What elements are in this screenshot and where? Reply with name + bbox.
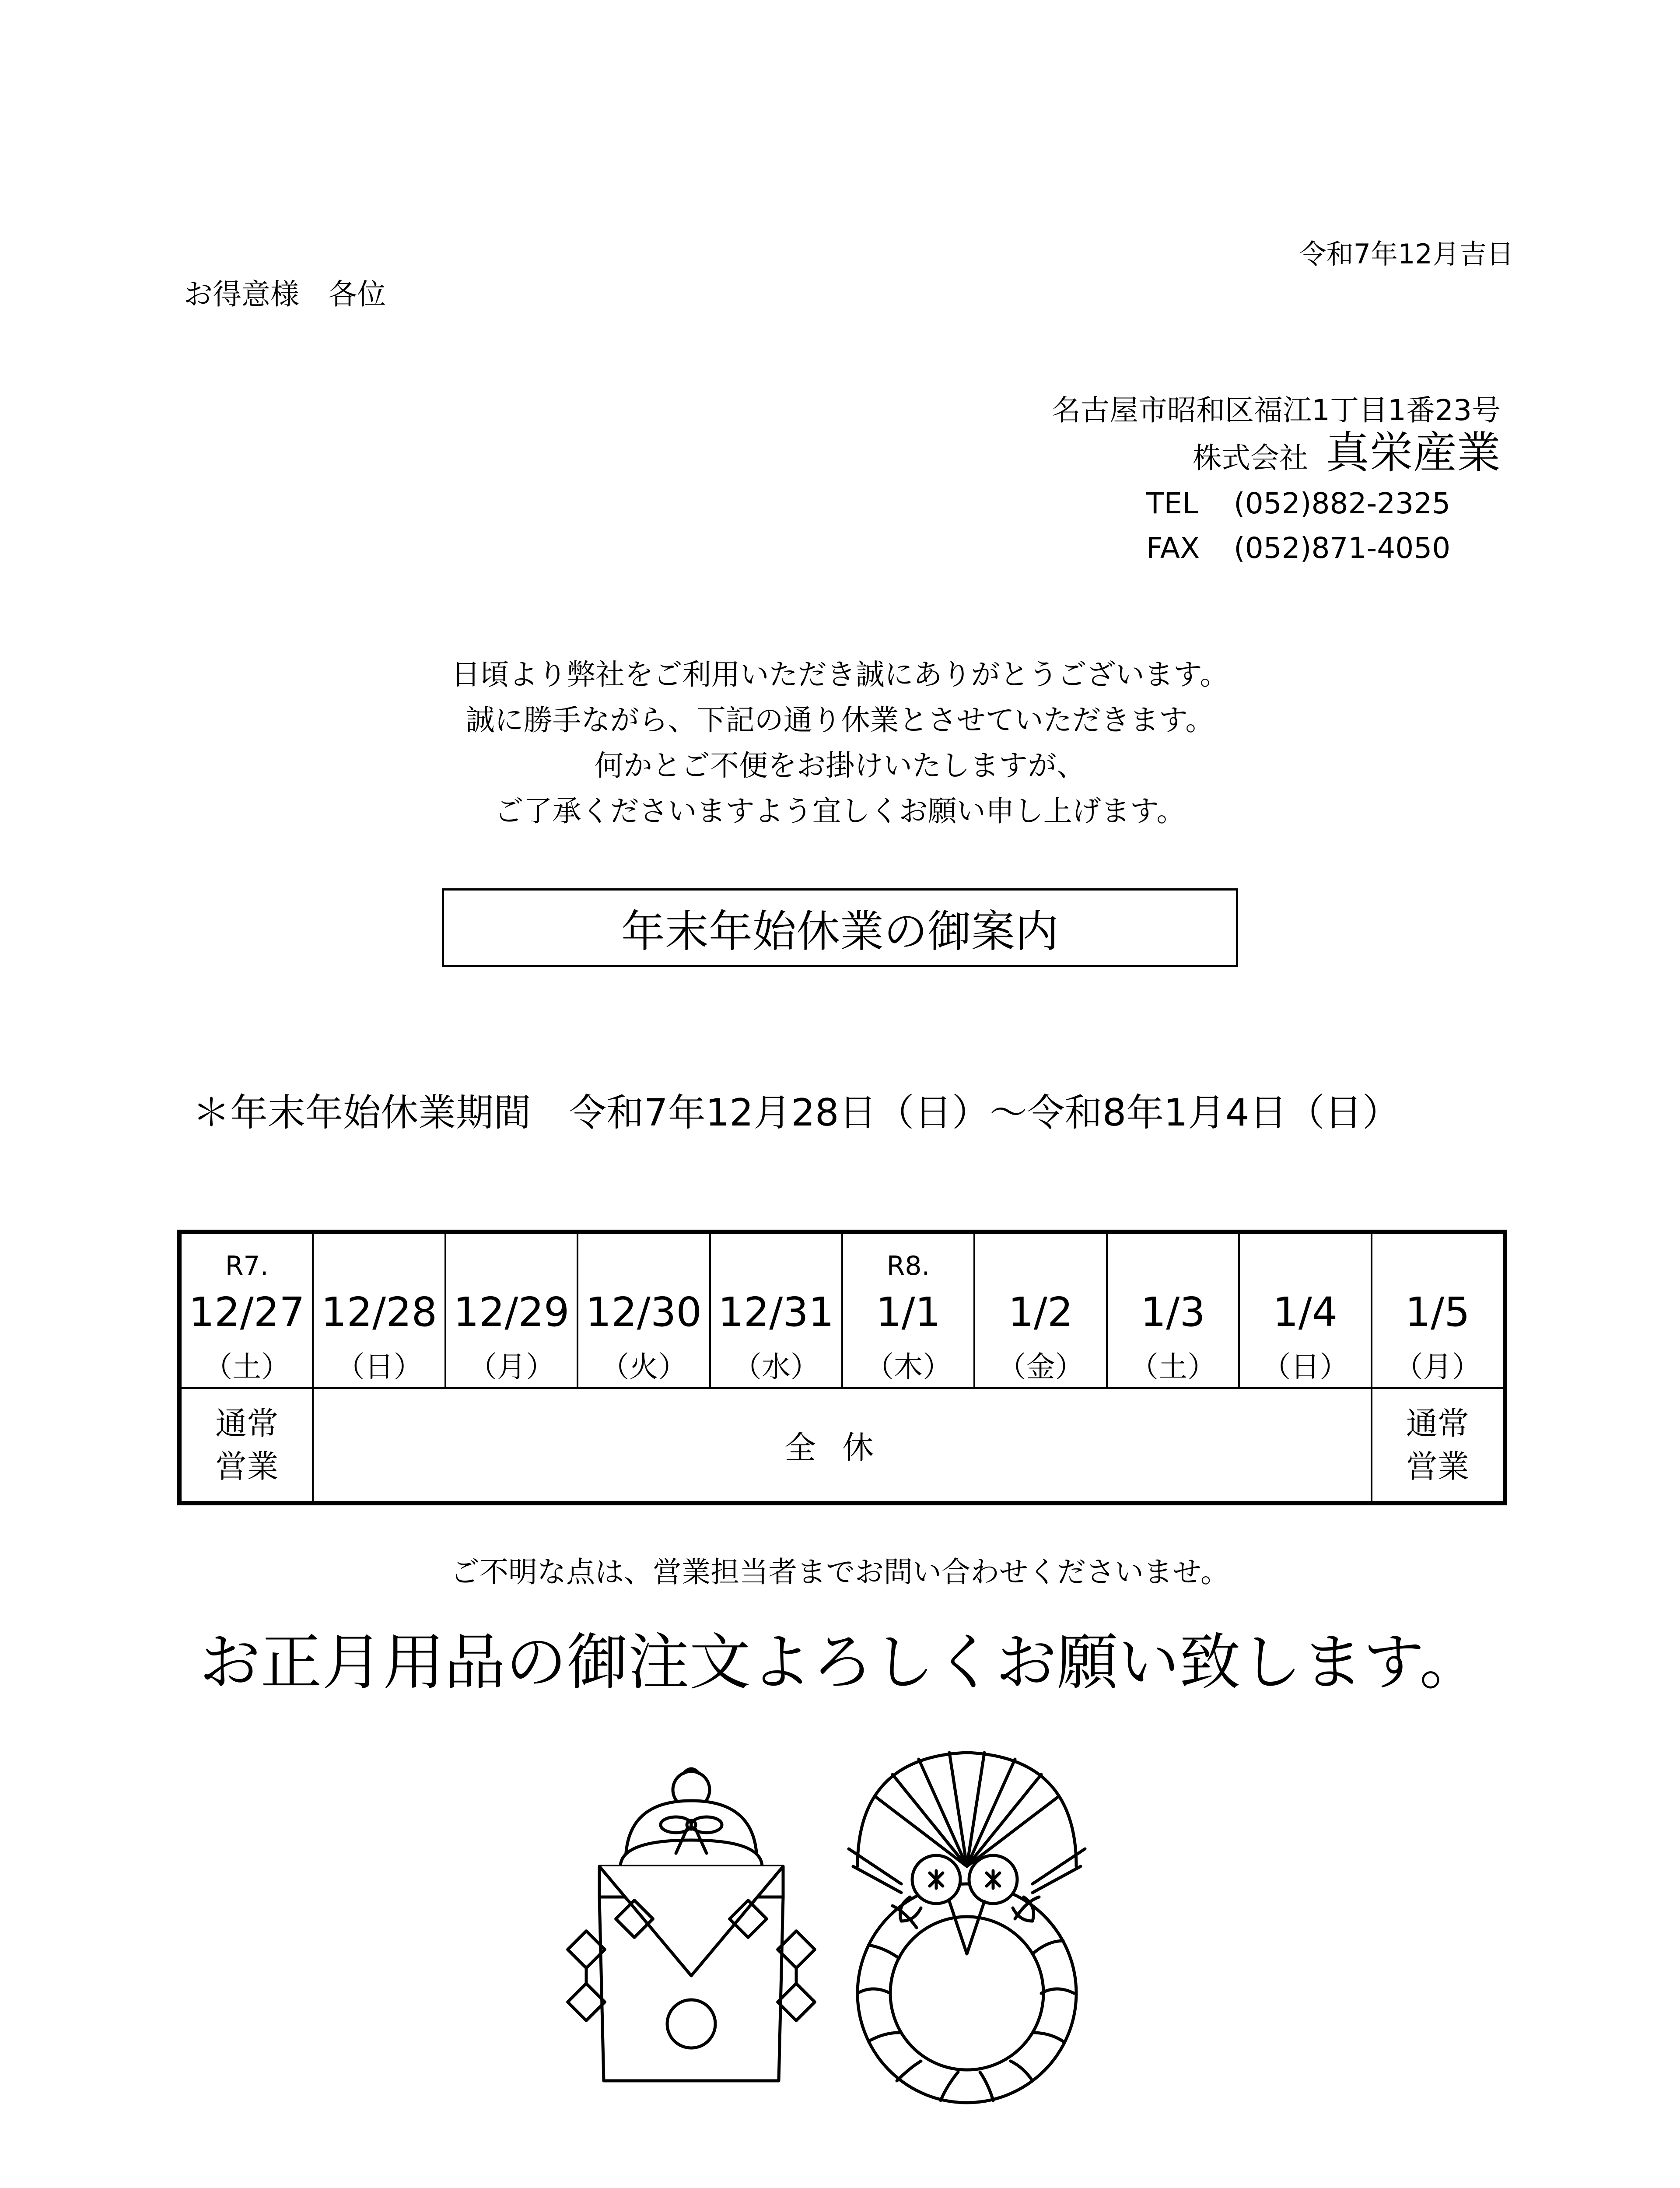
day-cell	[313, 1233, 445, 1388]
status-open-end	[1372, 1388, 1504, 1502]
day-cell	[445, 1233, 578, 1388]
date-label: 12/29	[453, 1289, 570, 1336]
contact-note: ご不明な点は、営業担当者までお問い合わせくださいませ。	[450, 1555, 1230, 1589]
date-label: 12/30	[585, 1289, 702, 1336]
weekday-label: （月）	[1394, 1350, 1481, 1384]
body-line: 何かとご不便をお掛けいたしますが、	[595, 749, 1085, 782]
weekday-label: （日）	[1262, 1350, 1349, 1384]
day-cell	[710, 1233, 842, 1388]
date-label: 12/31	[718, 1289, 834, 1336]
notice-title: 年末年始休業の御案内	[442, 888, 1238, 967]
order-request: お正月用品の御注文よろしくお願い致します。	[199, 1627, 1481, 1698]
body-line: 誠に勝手ながら、下記の通り休業とさせていただきます。	[466, 703, 1214, 737]
body-line: ご了承くださいますよう宜しくお願い申し上げます。	[494, 794, 1186, 828]
new-year-illustration	[542, 1709, 1138, 2125]
sender-fax	[1146, 531, 1451, 565]
weekday-label: （金）	[997, 1350, 1084, 1384]
day-cell	[1107, 1233, 1239, 1388]
fax-number: (052)871-4050	[1234, 531, 1451, 565]
body-line: 日頃より弊社をご利用いただき誠にありがとうございます。	[451, 658, 1229, 691]
day-cell	[842, 1233, 974, 1388]
day-cell	[181, 1233, 313, 1388]
date-label: 12/27	[189, 1289, 305, 1336]
weekday-label: （水）	[732, 1350, 819, 1384]
dates-row	[181, 1233, 1504, 1388]
date-label: 1/3	[1140, 1289, 1205, 1336]
date-label: 1/4	[1273, 1289, 1338, 1336]
schedule-table	[177, 1230, 1507, 1505]
open-label-line2: 営業	[215, 1448, 279, 1485]
weekday-label: （火）	[600, 1350, 687, 1384]
fax-label: FAX	[1146, 531, 1200, 565]
company-prefix: 株式会社	[1193, 441, 1308, 475]
weekday-label: （土）	[203, 1350, 290, 1384]
closure-period: ＊年末年始休業期間 令和7年12月28日（日）～令和8年1月4日（日）	[192, 1091, 1400, 1135]
document-date: 令和7年12月吉日	[1299, 238, 1514, 270]
status-closed: 全休	[313, 1388, 1371, 1502]
day-cell	[578, 1233, 710, 1388]
status-row	[181, 1388, 1504, 1502]
sender-company	[1193, 427, 1501, 478]
status-open-start	[181, 1388, 313, 1502]
shimekazari-wreath-icon	[849, 1753, 1085, 2103]
kagami-mochi-icon	[568, 1769, 815, 2081]
tel-label: TEL	[1146, 487, 1198, 520]
day-cell	[1372, 1233, 1504, 1388]
date-label: 1/2	[1008, 1289, 1073, 1336]
weekday-label: （日）	[336, 1350, 423, 1384]
open-label-line1: 通常	[1406, 1405, 1469, 1442]
open-label-line1: 通常	[215, 1405, 279, 1442]
company-name: 真栄産業	[1326, 427, 1501, 478]
date-label: 1/1	[876, 1289, 941, 1336]
day-cell	[974, 1233, 1106, 1388]
weekday-label: （月）	[468, 1350, 555, 1384]
sender-tel	[1146, 489, 1450, 518]
date-label: 12/28	[321, 1289, 438, 1336]
sender-address: 名古屋市昭和区福江1丁目1番23号	[1052, 393, 1501, 427]
date-label: 1/5	[1405, 1289, 1470, 1336]
open-label-line2: 営業	[1406, 1448, 1469, 1485]
era-label: R7.	[225, 1251, 269, 1281]
recipient: お得意様 各位	[184, 277, 386, 311]
weekday-label: （木）	[865, 1350, 952, 1384]
tel-number: (052)882-2325	[1234, 487, 1451, 520]
greeting-body	[0, 652, 1680, 834]
day-cell	[1239, 1233, 1371, 1388]
weekday-label: （土）	[1129, 1350, 1216, 1384]
era-label: R8.	[886, 1251, 930, 1281]
